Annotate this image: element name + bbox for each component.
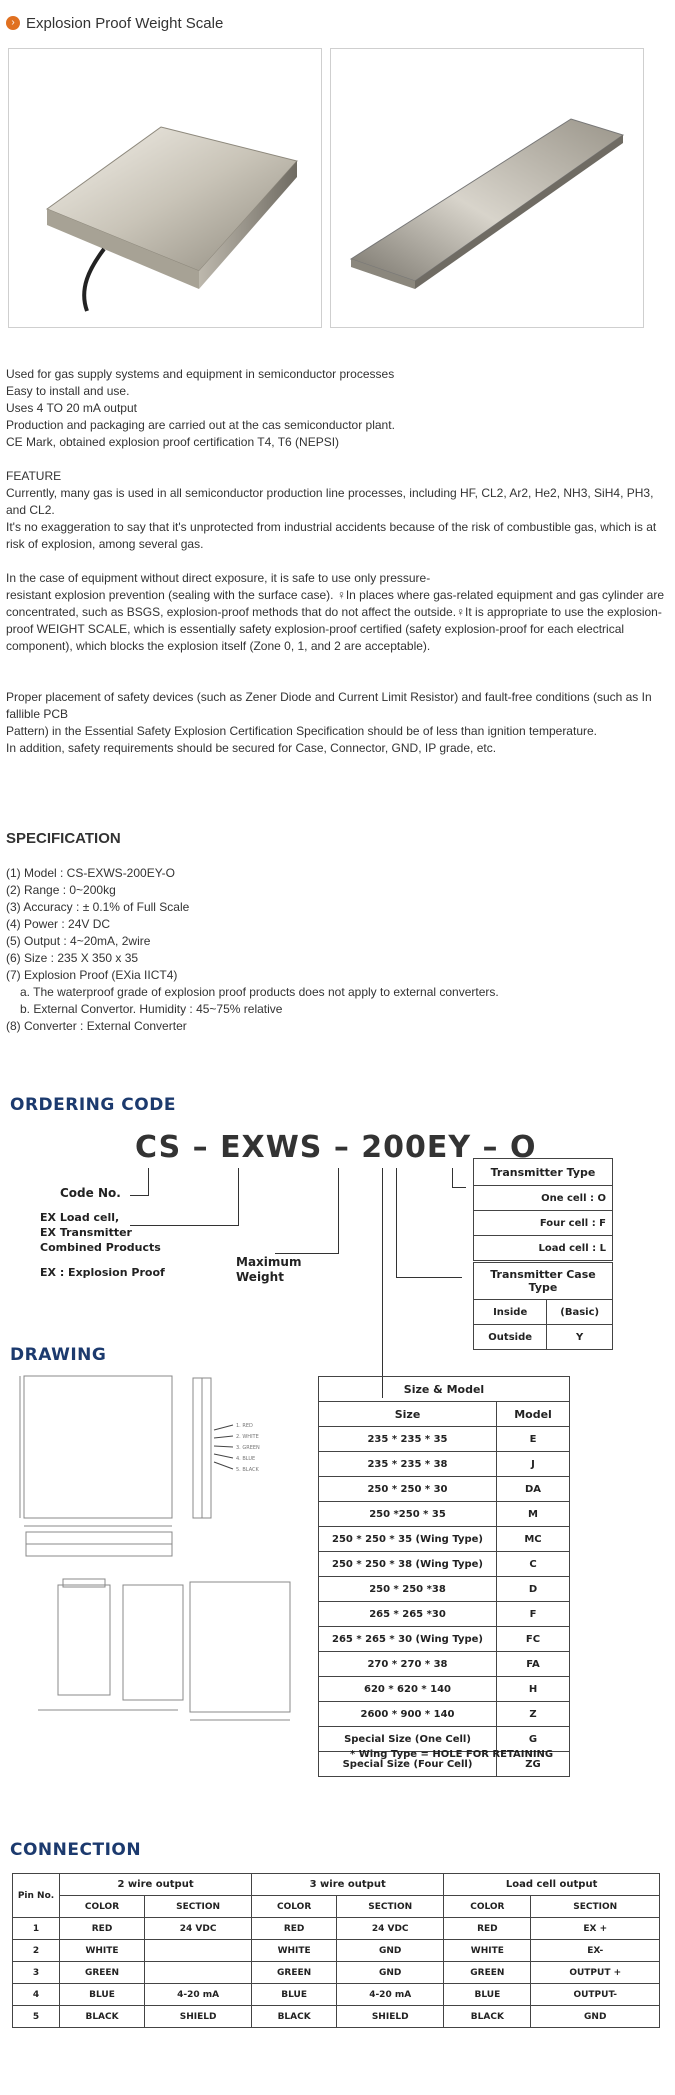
wing-type-note: * Wing Type = HOLE FOR RETAINING: [350, 1749, 554, 1760]
desc-line: Easy to install and use.: [6, 384, 130, 398]
feature-paragraph: Proper placement of safety devices (such as Zener Diode and Current Limit Resistor) and fault-free conditions (such as In fallible PCB: [6, 690, 652, 721]
page-title: Explosion Proof Weight Scale: [26, 14, 224, 32]
svg-text:1. RED: 1. RED: [236, 1423, 253, 1429]
col-model: Model: [497, 1402, 570, 1427]
spec-item: (5) Output : 4~20mA, 2wire: [6, 934, 151, 948]
chevron-right-icon: ›: [6, 16, 20, 30]
feature-paragraph: Pattern) in the Essential Safety Explosion Certification Specification should be of less than ignition temperature.: [6, 724, 597, 738]
group-loadcell: Load cell output: [444, 1874, 660, 1896]
sub-header: COLOR: [60, 1896, 145, 1918]
model-cell: J: [497, 1452, 570, 1477]
size-cell: 235 * 235 * 38: [319, 1452, 497, 1477]
sub-header: COLOR: [252, 1896, 337, 1918]
cell: GREEN: [60, 1962, 145, 1984]
spec-item: (1) Model : CS-EXWS-200EY-O: [6, 866, 175, 880]
svg-text:2. WHITE: 2. WHITE: [236, 1434, 259, 1440]
cell: BLACK: [444, 2006, 531, 2028]
spec-item: (3) Accuracy : ± 0.1% of Full Scale: [6, 900, 190, 914]
model-cell: FA: [497, 1652, 570, 1677]
connection-heading: CONNECTION: [10, 1840, 142, 1860]
ex-line: EX Transmitter: [40, 1226, 132, 1239]
cell: GND: [531, 2006, 660, 2028]
transmitter-case-box: [473, 1262, 613, 1350]
model-cell: F: [497, 1602, 570, 1627]
svg-text:5. BLACK: 5. BLACK: [236, 1467, 259, 1473]
size-cell: 250 * 250 * 35 (Wing Type): [319, 1527, 497, 1552]
cell: GREEN: [252, 1962, 337, 1984]
cell: WHITE: [60, 1940, 145, 1962]
size-cell: 270 * 270 * 38: [319, 1652, 497, 1677]
technical-drawing: [18, 1370, 298, 1740]
spec-item: a. The waterproof grade of explosion proof products does not apply to external converters.: [20, 985, 499, 999]
pin-no-header: Pin No.: [13, 1874, 60, 1918]
transmitter-type-row: Load cell : L: [474, 1236, 613, 1261]
size-cell: 250 * 250 * 38 (Wing Type): [319, 1552, 497, 1577]
model-cell: FC: [497, 1627, 570, 1652]
model-cell: Z: [497, 1702, 570, 1727]
cell: WHITE: [444, 1940, 531, 1962]
size-cell: Special Size (One Cell): [319, 1727, 497, 1752]
cell: EX +: [531, 1918, 660, 1940]
desc-line: Production and packaging are carried out at the cas semiconductor plant.: [6, 418, 395, 432]
desc-line: Used for gas supply systems and equipment in semiconductor processes: [6, 367, 395, 381]
table-row: [13, 1962, 660, 1984]
model-cell: H: [497, 1677, 570, 1702]
model-cell: E: [497, 1427, 570, 1452]
pin-cell: 5: [13, 2006, 60, 2028]
cell: GND: [337, 1962, 444, 1984]
cell: [145, 1962, 252, 1984]
pin-cell: 4: [13, 1984, 60, 2006]
sub-header: SECTION: [145, 1896, 252, 1918]
case-inside-value: (Basic): [547, 1300, 613, 1325]
product-photo-flat: [8, 48, 322, 328]
cell: BLUE: [444, 1984, 531, 2006]
size-cell: 250 * 250 * 30: [319, 1477, 497, 1502]
model-cell: C: [497, 1552, 570, 1577]
size-cell: 2600 * 900 * 140: [319, 1702, 497, 1727]
feature-heading: FEATURE: [6, 469, 62, 483]
desc-line: CE Mark, obtained explosion proof certification T4, T6 (NEPSI): [6, 435, 340, 449]
transmitter-type-row: One cell : O: [474, 1186, 613, 1211]
cell: 4-20 mA: [337, 1984, 444, 2006]
cell: 24 VDC: [145, 1918, 252, 1940]
ex-line: Combined Products: [40, 1241, 161, 1254]
cell: BLACK: [252, 2006, 337, 2028]
desc-line: Uses 4 TO 20 mA output: [6, 401, 137, 415]
cell: RED: [252, 1918, 337, 1940]
model-cell: M: [497, 1502, 570, 1527]
ordering-heading: ORDERING CODE: [10, 1095, 176, 1115]
table-row: [13, 1918, 660, 1940]
cell: OUTPUT-: [531, 1984, 660, 2006]
group-2wire: 2 wire output: [60, 1874, 252, 1896]
feature-paragraph: It's no exaggeration to say that it's unprotected from industrial accidents because of the risk of combustible gas, which is at risk of explosion, among several gas.: [6, 520, 657, 551]
code-no-label: Code No.: [60, 1186, 121, 1200]
max-weight-label: [236, 1255, 301, 1285]
cell: BLUE: [252, 1984, 337, 2006]
cell: BLACK: [60, 2006, 145, 2028]
pin-cell: 2: [13, 1940, 60, 1962]
cell: RED: [444, 1918, 531, 1940]
product-description: [6, 366, 670, 757]
transmitter-case-title: Transmitter Case Type: [474, 1263, 613, 1300]
case-outside-value: Y: [547, 1325, 613, 1350]
page-header: [6, 12, 223, 34]
spec-list: [6, 865, 499, 1035]
feature-paragraph: In the case of equipment without direct exposure, it is safe to use only pressure-: [6, 571, 431, 585]
spec-item: b. External Convertor. Humidity : 45~75% relative: [20, 1002, 283, 1016]
spec-heading: SPECIFICATION: [6, 830, 121, 847]
table-row: [13, 1940, 660, 1962]
model-cell: ZG: [497, 1752, 570, 1777]
case-outside-label: Outside: [474, 1325, 547, 1350]
cell: RED: [60, 1918, 145, 1940]
max-line: Weight: [236, 1270, 284, 1284]
cell: SHIELD: [337, 2006, 444, 2028]
spec-item: (4) Power : 24V DC: [6, 917, 111, 931]
pin-cell: 3: [13, 1962, 60, 1984]
table-row: [13, 2006, 660, 2028]
cell: GREEN: [444, 1962, 531, 1984]
sub-header: COLOR: [444, 1896, 531, 1918]
cell: EX-: [531, 1940, 660, 1962]
cell: 4-20 mA: [145, 1984, 252, 2006]
cell: SHIELD: [145, 2006, 252, 2028]
cell: GND: [337, 1940, 444, 1962]
spec-item: (8) Converter : External Converter: [6, 1019, 187, 1033]
ex-line: EX : Explosion Proof: [40, 1266, 165, 1279]
max-line: Maximum: [236, 1255, 302, 1269]
transmitter-type-title: Transmitter Type: [474, 1159, 613, 1186]
sub-header: SECTION: [337, 1896, 444, 1918]
size-model-title: Size & Model: [319, 1377, 570, 1402]
size-cell: 620 * 620 * 140: [319, 1677, 497, 1702]
svg-text:3. GREEN: 3. GREEN: [236, 1445, 260, 1451]
size-cell: 250 *250 * 35: [319, 1502, 497, 1527]
cell: BLUE: [60, 1984, 145, 2006]
drawing-heading: DRAWING: [10, 1345, 107, 1365]
feature-paragraph: Currently, many gas is used in all semiconductor production line processes, including HF, CL2, Ar2, He2, NH3, SiH4, PH3, and CL2.: [6, 486, 654, 517]
cell: [145, 1940, 252, 1962]
model-cell: D: [497, 1577, 570, 1602]
size-cell: Special Size (Four Cell): [319, 1752, 497, 1777]
transmitter-type-row: Four cell : F: [474, 1211, 613, 1236]
spec-item: (6) Size : 235 X 350 x 35: [6, 951, 139, 965]
table-row: [13, 1984, 660, 2006]
cell: WHITE: [252, 1940, 337, 1962]
sub-header: SECTION: [531, 1896, 660, 1918]
product-photo-long: [330, 48, 644, 328]
group-3wire: 3 wire output: [252, 1874, 444, 1896]
size-cell: 265 * 265 *30: [319, 1602, 497, 1627]
cell: OUTPUT +: [531, 1962, 660, 1984]
ex-products-label: [40, 1210, 165, 1280]
size-cell: 250 * 250 *38: [319, 1577, 497, 1602]
model-code: CS – EXWS – 200EY – O: [135, 1130, 537, 1165]
case-inside-label: Inside: [474, 1300, 547, 1325]
size-cell: 265 * 265 * 30 (Wing Type): [319, 1627, 497, 1652]
feature-paragraph: In addition, safety requirements should be secured for Case, Connector, GND, IP grade, etc.: [6, 741, 497, 755]
size-model-table: [318, 1376, 570, 1777]
connection-table: [12, 1873, 660, 2028]
spec-item: (7) Explosion Proof (EXia IICT4): [6, 968, 178, 982]
model-cell: MC: [497, 1527, 570, 1552]
svg-text:4. BLUE: 4. BLUE: [236, 1456, 256, 1462]
col-size: Size: [319, 1402, 497, 1427]
pin-cell: 1: [13, 1918, 60, 1940]
model-cell: DA: [497, 1477, 570, 1502]
ex-line: EX Load cell,: [40, 1211, 120, 1224]
model-cell: G: [497, 1727, 570, 1752]
size-cell: 235 * 235 * 35: [319, 1427, 497, 1452]
cell: 24 VDC: [337, 1918, 444, 1940]
feature-paragraph: resistant explosion prevention (sealing with the surface case). ♀In places where gas-related equipment and gas cylinder are concentrated, such as BSGS, explosion-proof methods that do not affect the outside.♀It is appropriate to use the explosion-proof WEIGHT SCALE, which is essentially safety explosion-proof certified (safety explosion-proof for each electrical component), which blocks the explosion itself (Zone 0, 1, and 2 are acceptable).: [6, 588, 665, 653]
transmitter-type-box: [473, 1158, 613, 1261]
spec-item: (2) Range : 0~200kg: [6, 883, 116, 897]
